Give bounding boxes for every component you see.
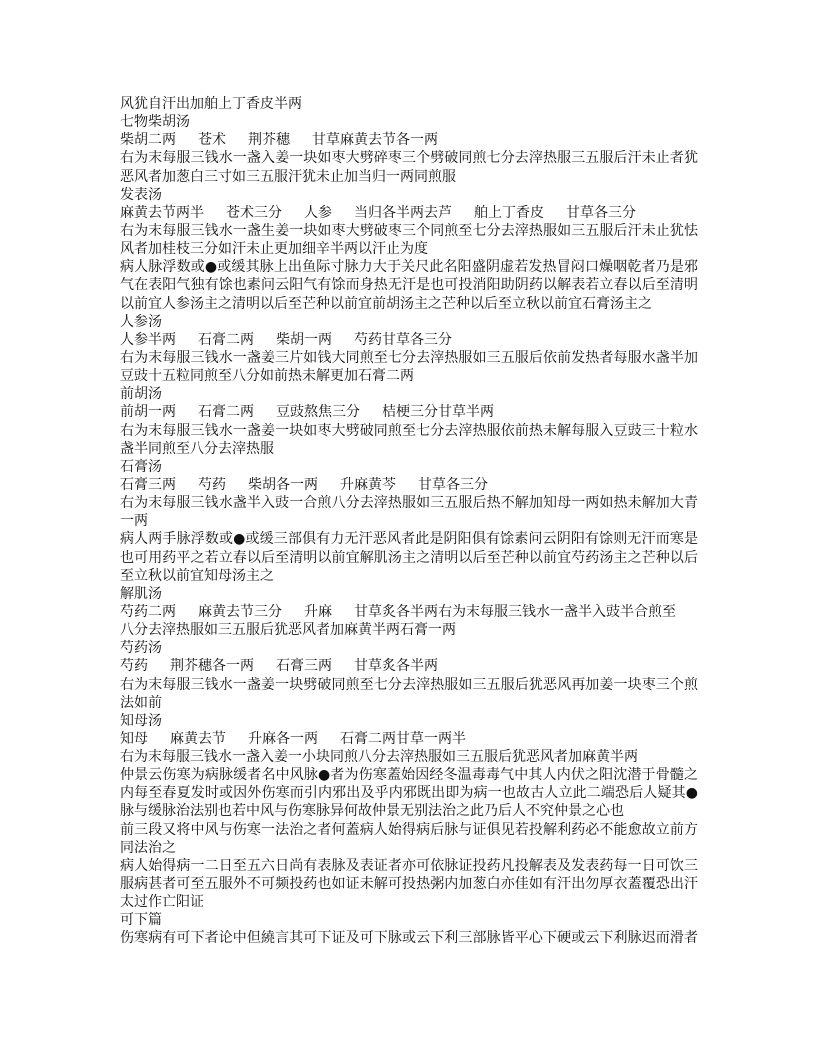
section-heading: 七物柴胡汤 xyxy=(120,114,190,131)
text-line: 右为末每服三钱水一盏姜一块如枣大劈破同煎至七分去滓热服依前热未解每服入豆豉三十粒水 xyxy=(120,422,698,439)
ingredient-item: 豆豉熬焦三分 xyxy=(276,404,360,421)
text-line: 八分去滓热服如三五服后犹恶风者加麻黄半两石膏一两 xyxy=(120,622,456,639)
ingredient-item: 舶上丁香皮 xyxy=(474,204,544,221)
ingredient-line xyxy=(120,657,698,675)
ingredient-item: 甘草炙各半两 xyxy=(354,658,438,675)
text-line: 右为末每服三钱水盏半入豉一合煎八分去滓热服如三五服后热不解加知母一两如热未解加大青 xyxy=(120,495,698,512)
ingredient-item: 荆芥穗 xyxy=(248,132,290,149)
ingredient-item: 当归各半两去芦 xyxy=(354,204,452,221)
ingredient-line xyxy=(120,131,698,149)
text-line: 前三段又将中风与伤寒一法治之者何蓋病人始得病后脉与证俱见若投解利药必不能愈故立前方 xyxy=(120,821,698,838)
ingredient-item: 石膏三两 xyxy=(120,476,176,493)
ingredient-item: 人参 xyxy=(304,204,332,221)
text-line: 风犹自汗出加舶上丁香皮半两 xyxy=(120,96,302,112)
text-line: 病人始得病一二日至五六日尚有表脉及表证者亦可依脉证投药凡投解表及发表药每一日可饮三 xyxy=(120,857,698,874)
text-line: 以前宜人参汤主之清明以后至芒种以前宜前胡汤主之芒种以后至立秋以前宜石膏汤主之 xyxy=(120,295,652,312)
text-line: 一两 xyxy=(120,513,148,530)
ingredient-item: 柴胡二两 xyxy=(120,132,176,149)
ingredient-item: 甘草各三分 xyxy=(418,476,488,493)
section-heading: 知母汤 xyxy=(120,712,162,729)
section-heading: 可下篇 xyxy=(120,912,162,929)
ingredient-line xyxy=(120,730,698,748)
section-heading: 前胡汤 xyxy=(120,386,162,403)
text-line: 伤寒病有可下者论中但繞言其可下证及可下脉或云下利三部脉皆平心下硬或云下利脉迟而滑者 xyxy=(120,930,698,947)
section-heading: 芍药汤 xyxy=(120,640,162,657)
text-line: 右为末每服三钱水一盏姜一块劈破同煎至七分去滓热服如三五服后犹恶风再加姜一块枣三个煎 xyxy=(120,676,698,693)
document-page xyxy=(120,95,698,948)
text-line: 病人脉浮数或●或缓其脉上出鱼际寸脉力大于关尺此名阳盛阴虚若发热冒闷口燥咽乾者乃是邪 xyxy=(120,259,698,276)
ingredient-line xyxy=(120,603,698,621)
ingredient-item: 知母 xyxy=(120,730,148,747)
text-line: 仲景云伤寒为病脉缓者名中风脉●者为伤寒蓋始因经冬温毒毒气中其人内伏之阳沈潜于骨髓之 xyxy=(120,767,698,784)
ingredient-item: 麻黄去节三分 xyxy=(198,603,282,620)
ingredient-item: 甘草炙各半两右为末每服三钱水一盏半入豉半合煎至 xyxy=(354,603,676,620)
ingredient-item: 升麻 xyxy=(304,603,332,620)
ingredient-item: 芍药 xyxy=(120,658,148,675)
ingredient-item: 芍药 xyxy=(198,476,226,493)
text-line: 风者加桂枝三分如汗未止更加细辛半两以汗止为度 xyxy=(120,241,428,258)
ingredient-line xyxy=(120,204,698,222)
text-line: 右为末每服三钱水一盏入姜一小块同煎八分去滓热服如三五服后犹恶风者加麻黄半两 xyxy=(120,749,638,766)
ingredient-item: 芍药甘草各三分 xyxy=(354,331,452,348)
ingredient-item: 甘草各三分 xyxy=(566,204,636,221)
ingredient-line xyxy=(120,476,698,494)
ingredient-item: 荆芥穗各一两 xyxy=(170,658,254,675)
ingredient-item: 升麻各一两 xyxy=(248,730,318,747)
text-line: 气在表阳气独有馀也素问云阳气有馀而身热无汗是也可投消阳助阴药以解表若立春以后至清明 xyxy=(120,277,698,294)
ingredient-item: 石膏二两甘草一两半 xyxy=(340,730,466,747)
section-heading: 解肌汤 xyxy=(120,585,162,602)
text-line: 恶风者加葱白三寸如三五服汗犹未止加当归一两同煎服 xyxy=(120,168,456,185)
text-line: 内每至春夏发时或因外伤寒而引内邪出及乎内邪既出即为病一也故古人立此二端恐后人疑其● xyxy=(120,785,698,802)
text-line: 右为末每服三钱水一盏姜三片如钱大同煎至七分去滓热服如三五服后依前发热者每服水盏半加 xyxy=(120,349,698,366)
section-heading: 石膏汤 xyxy=(120,458,162,475)
ingredient-item: 桔梗三分甘草半两 xyxy=(382,404,494,421)
ingredient-item: 人参半两 xyxy=(120,331,176,348)
text-line: 法如前 xyxy=(120,694,162,711)
text-line: 脉与缓脉治法别也若中风与伤寒脉异何故仲景无别法治之此乃后人不究仲景之心也 xyxy=(120,803,624,820)
text-line: 也可用药平之若立春以后至清明以前宜解肌汤主之清明以后至芒种以前宜芍药汤主之芒种以后 xyxy=(120,549,698,566)
ingredient-item: 苍术三分 xyxy=(226,204,282,221)
section-heading: 人参汤 xyxy=(120,313,162,330)
ingredient-line xyxy=(120,331,698,349)
ingredient-item: 苍术 xyxy=(198,132,226,149)
text-line: 太过作亡阳证 xyxy=(120,894,204,911)
text-line: 右为末每服三钱水一盏入姜一块如枣大劈碎枣三个劈破同煎七分去滓热服三五服后汗未止者犹 xyxy=(120,150,698,167)
ingredient-item: 麻黄去节两半 xyxy=(120,204,204,221)
section-heading: 发表汤 xyxy=(120,186,162,203)
text-line: 服病甚者可至五服外不可频投药也如证未解可投热粥内加葱白亦佳如有汗出勿厚衣蓋覆恐出汗 xyxy=(120,876,698,893)
ingredient-item: 麻黄去节 xyxy=(170,730,226,747)
ingredient-item: 石膏三两 xyxy=(276,658,332,675)
ingredient-item: 甘草麻黄去节各一两 xyxy=(312,132,438,149)
ingredient-item: 石膏二两 xyxy=(198,404,254,421)
ingredient-item: 升麻黄芩 xyxy=(340,476,396,493)
ingredient-item: 芍药二两 xyxy=(120,603,176,620)
text-line: 右为末每服三钱水一盏生姜一块如枣大劈破枣三个同煎至七分去滓热服如三五服后汗未止犹怯 xyxy=(120,222,698,239)
text-line: 至立秋以前宜知母汤主之 xyxy=(120,567,274,584)
ingredient-item: 柴胡一两 xyxy=(276,331,332,348)
ingredient-item: 柴胡各一两 xyxy=(248,476,318,493)
ingredient-item: 石膏二两 xyxy=(198,331,254,348)
text-line: 病人两手脉浮数或●或缓三部俱有力无汗恶风者此是阴阳俱有馀素问云阴阳有馀则无汗而寒是 xyxy=(120,531,698,548)
text-line: 盏半同煎至八分去滓热服 xyxy=(120,440,274,457)
text-line: 豆豉十五粒同煎至八分如前热未解更加石膏二两 xyxy=(120,368,414,385)
ingredient-item: 前胡一两 xyxy=(120,404,176,421)
text-line: 同法治之 xyxy=(120,839,176,856)
ingredient-line xyxy=(120,403,698,421)
